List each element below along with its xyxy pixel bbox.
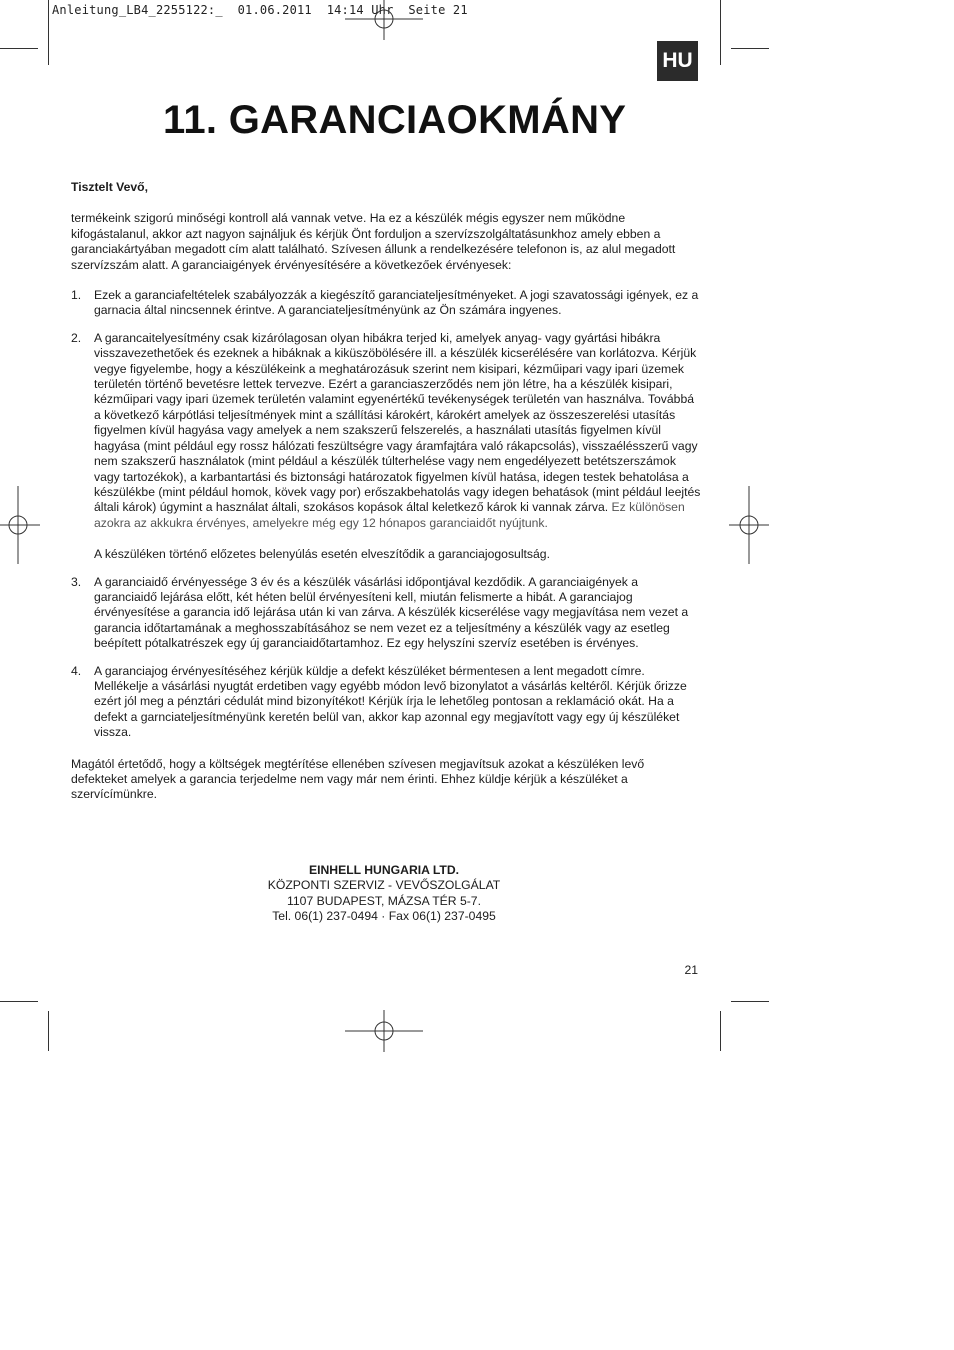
printer-slug: Anleitung_LB4_2255122:_ 01.06.2011 14:14 Uhr Seite 21 bbox=[52, 3, 468, 17]
item-text: A garanciaidő érvényessége 3 év és a készülék vásárlási időpontjával kezdődik. A garanciaigények a garanciaidő lejárása előtt, két héten belül érvényesíteni kell, miután felismerte a hibát. A garanciajog érvényesítése a garancia idő lejárása után ki van zárva. A készülék kicserélése vagy megjavítása nem vezet a garancia időtartamának a meghosszabításához se nem vezet ez a teljesítmény a készülék vagy az esetleg beépített pótalkatrészek egy új garanciaidőtartamhoz. Ez egy helyszíni szervíz esetében is érvényes. bbox=[94, 574, 689, 651]
service-department: KÖZPONTI SZERVIZ - VEVŐSZOLGÁLAT bbox=[267, 878, 501, 893]
registration-mark-icon bbox=[0, 486, 40, 564]
crop-mark bbox=[731, 48, 769, 49]
warranty-conditions-list bbox=[71, 288, 701, 741]
item-text: Ezek a garanciafeltételek szabályozzák a kiegészítő garanciateljesítményeket. A jogi szavatossági igények, ez a garnacia által nincsennek érintve. A garanciateljesítményünk az Ön számára ingyenes. bbox=[94, 288, 699, 318]
company-name: EINHELL HUNGARIA LTD. bbox=[308, 863, 460, 877]
item-number: 1. bbox=[71, 288, 82, 303]
item-text-main: A garancaitelyesítmény csak kizárólagosan olyan hibákra terjed ki, amelyek anyag- vagy gyártási hibákra visszavezethetőek és ezeknek a hibáknak a kiküszöbölésére ill. a készülék kicserélésére van korlátozva. Kérjük vegye figyelembe, hogy a készülékeink a meghatározásuk szerint nem kisipari, kézműipari vagy ipari üzemek területén történő bevetésre lettek tervezve. Ezért a garanciaszerződés nem jön létre, ha a készülék kisipari, kézműipari vagy ipari üzemek területén valamint egyenértékű tevékenységek területén van használva. Továbbá a következő kárpótlási teljesítmények mint a szállítási károkért, károkért amelyek az összeszerelési utasítás figyelmen kívül hagyása vagy amelyek a nem szakszerű felszerelés, a használati utasítás figyelmen kívül hagyása (mint például egy rossz hálózati feszültségre vagy áramfajtára való rákapcsolás), visszaélésszerű vagy nem szakszerű használatok (mint például a készülék túlterhelése vagy nem engedélyezett betétszerszámok vagy tartozékok), a karbantartási és biztonsági határozatok figyelmen kívül hatása, idegen testek behatolása a készülékbe (mint például homok, kövek vagy por) erőszakbehatolás vagy idegen behatások (mint például leejtés általi károk) úgymint a használat általi, szokásos kopások által keletkező károk ki vannak zárva. bbox=[94, 330, 701, 515]
list-item bbox=[71, 288, 701, 319]
item-text-note: Ez különösen azokra az akkukra érvényes, amelyekre még egy 12 hónapos garanciaidőt nyújtunk. bbox=[94, 500, 685, 530]
item-text: A garanciajog érvényesítéséhez kérjük küldje a defekt készüléket bérmentesen a lent megadott címre. Mellékelje a vásárlási nyugtát erdetiben vagy egyébb módon levő bizonylatot a vásárlás keltéről. Kérjük őrizze ezért jól meg a pénztári cédulát mind bizonyítékot! Kérjük írja le lehetőleg pontosan a reklamáció okát. Ha a defekt a garnciateljesítményünk keretén belül van, akkor kap azonnal egy megjavított vagy egy új készüléket vissza. bbox=[94, 663, 687, 740]
registration-mark-icon bbox=[345, 0, 423, 40]
list-item bbox=[71, 664, 701, 741]
service-address bbox=[200, 863, 568, 925]
warranty-text bbox=[71, 180, 701, 818]
registration-mark-icon bbox=[729, 486, 769, 564]
item-number: 3. bbox=[71, 574, 82, 589]
item-text bbox=[94, 331, 701, 531]
phone-fax: Tel. 06(1) 237-0494 · Fax 06(1) 237-0495 bbox=[272, 909, 496, 924]
crop-mark bbox=[48, 0, 49, 65]
crop-mark bbox=[731, 1001, 769, 1002]
crop-mark bbox=[0, 1001, 38, 1002]
item-subparagraph: A készüléken történő előzetes belenyúlás esetén elveszítődik a garanciajogosultság. bbox=[94, 547, 550, 562]
crop-mark bbox=[0, 48, 38, 49]
closing-paragraph: Magától értetődő, hogy a költségek megtérítése ellenében szívesen megjavítsuk azokat a készüléken levő defekteket amelyek a garancia terjedelme nem vagy már nem érinti. Ehhez küldje kérjük a készüléket a szervícímünkre. bbox=[71, 756, 645, 802]
crop-mark bbox=[720, 1011, 721, 1051]
street-address: 1107 BUDAPEST, MÁZSA TÉR 5-7. bbox=[287, 893, 481, 908]
crop-mark bbox=[720, 0, 721, 65]
list-item bbox=[71, 575, 701, 652]
item-number: 4. bbox=[71, 663, 82, 678]
crop-mark bbox=[48, 1011, 49, 1051]
item-number: 2. bbox=[71, 330, 82, 345]
registration-mark-icon bbox=[345, 1010, 423, 1052]
list-item bbox=[71, 331, 701, 563]
intro-paragraph: termékeink szigorú minőségi kontroll alá vannak vetve. Ha ez a készülék mégis egyszer nem működne kifogástalanul, akkor azt nagyon sajnáljuk és kérjük Önt forduljon a szervízszolgáltatásunkhoz amely ebben a garanciakártyában megadott cím alatt található. Szívesen állunk a rendelkezésére telefonon is, az alul megadott szervízszám alatt. A garanciaigények érvényesítésére a következőek érvényesek: bbox=[71, 211, 676, 272]
page-title: 11. GARANCIAOKMÁNY bbox=[163, 98, 627, 142]
language-badge: HU bbox=[657, 41, 698, 81]
greeting: Tisztelt Vevő, bbox=[71, 180, 148, 194]
page-number: 21 bbox=[684, 963, 698, 977]
